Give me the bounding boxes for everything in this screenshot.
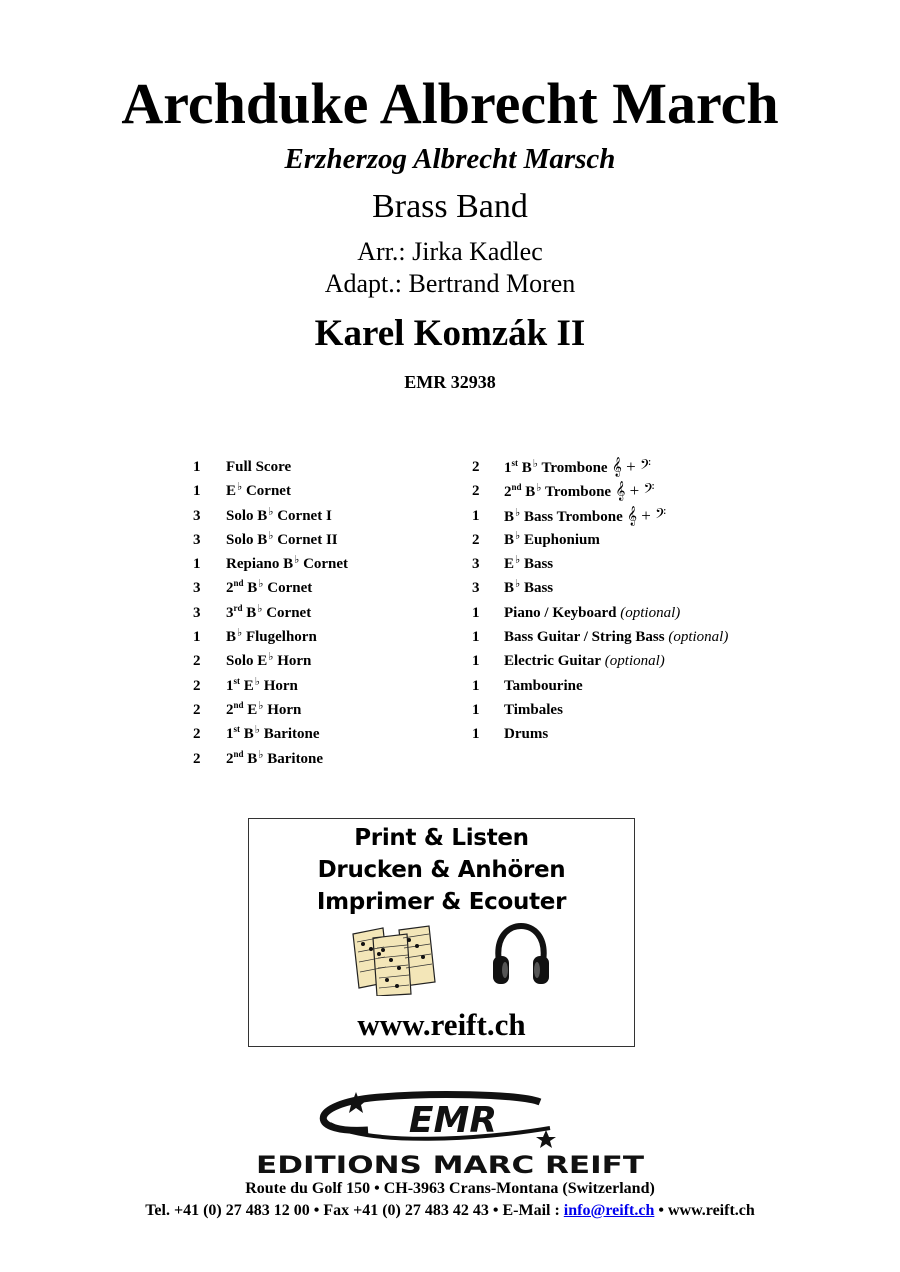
part-quantity: 1 (472, 677, 480, 694)
part-name: Solo B♭ Cornet I (226, 505, 332, 524)
contact-phone-fax: Tel. +41 (0) 27 483 12 00 • Fax +41 (0) 27 483 42 43 • E-Mail : (145, 1202, 564, 1219)
sheet-music-icon (349, 924, 441, 996)
adapter: Adapt.: Bertrand Moren (324, 269, 576, 298)
part-quantity: 1 (472, 701, 480, 718)
part-name: Repiano B♭ Cornet (226, 554, 349, 573)
title: Archduke Albrecht March (121, 71, 779, 136)
part-name: Full Score (226, 459, 292, 475)
part-quantity: 3 (193, 531, 201, 548)
part-row (472, 504, 802, 528)
emr-logo-text: EDITIONS MARC REIFT (256, 1151, 645, 1178)
publisher-address: Route du Golf 150 • CH-3963 Crans-Montana (Switzerland) (245, 1180, 655, 1197)
optional-note: (optional) (616, 604, 681, 621)
part-name: E♭ Cornet (226, 481, 291, 500)
part-name: B♭ Flugelhorn (226, 627, 317, 646)
clef-icon: 𝄞 + 𝄢 (607, 457, 651, 476)
clef-icon: 𝄞 + 𝄢 (622, 505, 667, 525)
part-name: 2nd B♭ Trombone 𝄞 + 𝄢 (504, 481, 655, 501)
part-row (193, 601, 453, 625)
part-quantity: 2 (193, 701, 201, 718)
part-name: 1st E♭ Horn (226, 675, 298, 694)
part-row (193, 479, 453, 503)
part-row (472, 528, 802, 552)
part-row (193, 674, 453, 698)
part-row (472, 722, 802, 746)
clef-icon: 𝄞 + 𝄢 (611, 481, 655, 501)
emr-logo-mark: EMR (408, 1100, 498, 1141)
part-row (193, 649, 453, 673)
part-name: E♭ Bass (504, 554, 554, 573)
part-name: 2nd E♭ Horn (226, 699, 302, 718)
part-quantity: 1 (472, 604, 480, 621)
part-quantity: 2 (193, 750, 201, 767)
optional-note: (optional) (664, 629, 729, 646)
promo-line-german: Drucken & Anhören (317, 857, 566, 883)
emr-logo (250, 1088, 650, 1178)
email-link[interactable]: info@reift.ch (563, 1202, 655, 1219)
part-row (193, 504, 453, 528)
part-row (472, 601, 802, 625)
part-quantity: 1 (193, 556, 201, 573)
part-row (193, 552, 453, 576)
part-name: Piano / Keyboard (optional) (504, 604, 681, 621)
publisher-contact (0, 1201, 900, 1221)
part-quantity: 2 (193, 726, 201, 743)
optional-note: (optional) (601, 653, 665, 670)
part-name: B♭ Euphonium (504, 529, 600, 548)
part-quantity: 3 (193, 580, 201, 597)
part-row (193, 576, 453, 600)
part-quantity: 2 (193, 653, 201, 670)
part-name: Bass Guitar / String Bass (optional) (504, 629, 729, 646)
part-name: 3rd B♭ Cornet (226, 602, 312, 621)
part-name: 2nd B♭ Baritone (226, 748, 324, 767)
part-name: Tambourine (504, 677, 583, 694)
part-row (193, 455, 453, 479)
part-quantity: 3 (472, 580, 480, 597)
part-quantity: 2 (472, 483, 480, 500)
contact-website: • www.reift.ch (654, 1202, 755, 1219)
part-quantity: 3 (472, 556, 480, 573)
parts-list-left (193, 455, 453, 771)
part-quantity: 1 (193, 629, 201, 646)
part-quantity: 3 (193, 507, 201, 524)
arranger: Arr.: Jirka Kadlec (357, 237, 543, 266)
part-name: B♭ Bass Trombone 𝄞 + 𝄢 (504, 505, 667, 525)
composer: Karel Komzák II (314, 313, 586, 354)
part-name: Solo E♭ Horn (226, 651, 312, 670)
part-row (472, 479, 802, 503)
part-quantity: 1 (193, 459, 201, 475)
part-quantity: 1 (193, 483, 201, 500)
part-row (472, 625, 802, 649)
part-row (193, 722, 453, 746)
ensemble: Brass Band (372, 188, 528, 225)
part-row (193, 625, 453, 649)
part-row (472, 576, 802, 600)
subtitle: Erzherzog Albrecht Marsch (284, 143, 616, 175)
part-quantity: 2 (472, 459, 480, 475)
print-listen-box (248, 818, 635, 1047)
part-name: Solo B♭ Cornet II (226, 529, 338, 548)
part-quantity: 1 (472, 726, 480, 743)
part-name: B♭ Bass (504, 578, 554, 597)
part-quantity: 1 (472, 507, 480, 524)
promo-line-french: Imprimer & Ecouter (316, 889, 567, 915)
part-row (472, 649, 802, 673)
part-name: Electric Guitar (optional) (504, 653, 665, 670)
parts-list-right (472, 455, 802, 747)
part-name: Timbales (504, 701, 563, 718)
promo-line-english: Print & Listen (354, 825, 529, 851)
part-row (472, 455, 802, 479)
headphones-icon (491, 922, 551, 988)
part-name: 2nd B♭ Cornet (226, 578, 313, 597)
part-row (472, 698, 802, 722)
part-quantity: 2 (472, 531, 480, 548)
part-row (193, 698, 453, 722)
part-quantity: 2 (193, 677, 201, 694)
part-name: Drums (504, 726, 549, 743)
promo-url[interactable]: www.reift.ch (357, 1007, 526, 1042)
part-row (193, 528, 453, 552)
part-name: 1st B♭ Baritone (226, 724, 320, 743)
catalog-number: EMR 32938 (404, 372, 496, 392)
part-quantity: 1 (472, 653, 480, 670)
part-row (472, 552, 802, 576)
part-quantity: 1 (472, 629, 480, 646)
part-row (472, 674, 802, 698)
part-name: 1st B♭ Trombone 𝄞 + 𝄢 (504, 457, 651, 476)
part-quantity: 3 (193, 604, 201, 621)
part-row (193, 747, 453, 771)
